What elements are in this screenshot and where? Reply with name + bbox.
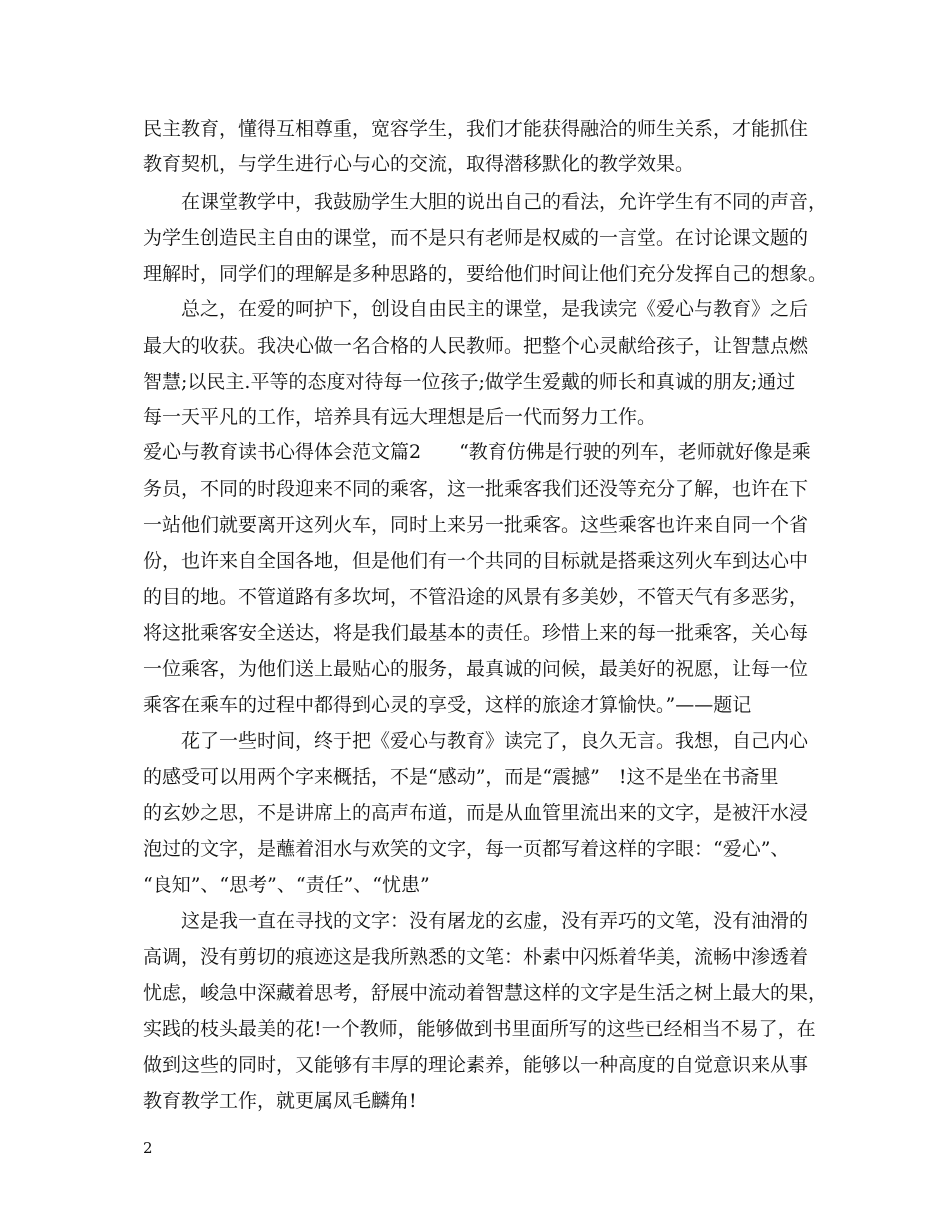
text-line: 最大的收获。我决心做一名合格的人民教师。把整个心灵献给孩子，让智慧点燃 [143, 335, 809, 357]
text-line: 做到这些的同时，又能够有丰厚的理论素养，能够以一种高度的自觉意识来从事 [143, 1054, 809, 1076]
text-line: 为学生创造民主自由的课堂，而不是只有老师是权威的一言堂。在讨论课文题的 [143, 227, 809, 249]
text-line: 智慧;以民主.平等的态度对待每一位孩子;做学生爱戴的师长和真诚的朋友;通过 [143, 371, 796, 393]
text-line: 的玄妙之思，不是讲席上的高声布道，而是从血管里流出来的文字，是被汗水浸 [143, 802, 809, 824]
text-line: 理解时，同学们的理解是多种思路的，要给他们时间让他们充分发挥自己的想象。 [143, 263, 828, 285]
text-line: 的目的地。不管道路有多坎坷，不管沿途的风景有多美妙，不管天气有多恶劣， [143, 586, 809, 608]
text-line: “良知”、“思考”、“责任”、“忧患” [143, 874, 430, 896]
text-line: 教育教学工作，就更属凤毛麟角! [143, 1090, 417, 1112]
text-line: 一位乘客，为他们送上最贴心的服务，最真诚的问候，最美好的祝愿，让每一位 [143, 658, 809, 680]
paragraph-start-line: 这是我一直在寻找的文字：没有屠龙的玄虚，没有弄巧的文笔，没有油滑的 [181, 910, 809, 932]
text-line: 的感受可以用两个字来概括，不是“感动”，而是“震撼” !这不是坐在书斋里 [143, 766, 779, 788]
text-line: 将这批乘客安全送达，将是我们最基本的责任。珍惜上来的每一批乘客，关心每 [143, 622, 809, 644]
text-line: 忧虑，峻急中深藏着思考，舒展中流动着智慧这样的文字是生活之树上最大的果， [143, 982, 828, 1004]
text-line: 教育契机，与学生进行心与心的交流，取得潜移默化的教学效果。 [143, 153, 695, 175]
paragraph-start-line: 花了一些时间，终于把《爱心与教育》读完了，良久无言。我想，自己内心 [181, 730, 809, 752]
text-line: 民主教育，懂得互相尊重，宽容学生，我们才能获得融洽的师生关系，才能抓住 [143, 118, 809, 140]
text-line: 乘客在乘车的过程中都得到心灵的享受，这样的旅途才算愉快。”——题记 [143, 694, 752, 716]
text-line: 务员，不同的时段迎来不同的乘客，这一批乘客我们还没等充分了解，也许在下 [143, 478, 809, 500]
paragraph-start-line: 总之，在爱的呵护下，创设自由民主的课堂，是我读完《爱心与教育》之后 [181, 298, 809, 320]
paragraph-start-line: 在课堂教学中，我鼓励学生大胆的说出自己的看法，允许学生有不同的声音， [181, 191, 828, 213]
text-line: 实践的枝头最美的花!一个教师，能够做到书里面所写的这些已经相当不易了，在 [143, 1018, 816, 1040]
text-line: 份，也许来自全国各地，但是他们有一个共同的目标就是搭乘这列火车到达心中 [143, 550, 809, 572]
text-line: 高调，没有剪切的痕迹这是我所熟悉的文笔：朴素中闪烁着华美，流畅中渗透着 [143, 946, 809, 968]
page-number: 2 [143, 1139, 153, 1157]
text-line: 每一天平凡的工作，培养具有远大理想是后一代而努力工作。 [143, 406, 657, 428]
section-heading-line: 爱心与教育读书心得体会范文篇2 “教育仿佛是行驶的列车，老师就好像是乘 [143, 441, 811, 463]
text-line: 泡过的文字，是蘸着泪水与欢笑的文字，每一页都写着这样的字眼：“爱心”、 [143, 838, 790, 860]
text-line: 一站他们就要离开这列火车，同时上来另一批乘客。这些乘客也许来自同一个省 [143, 514, 809, 536]
